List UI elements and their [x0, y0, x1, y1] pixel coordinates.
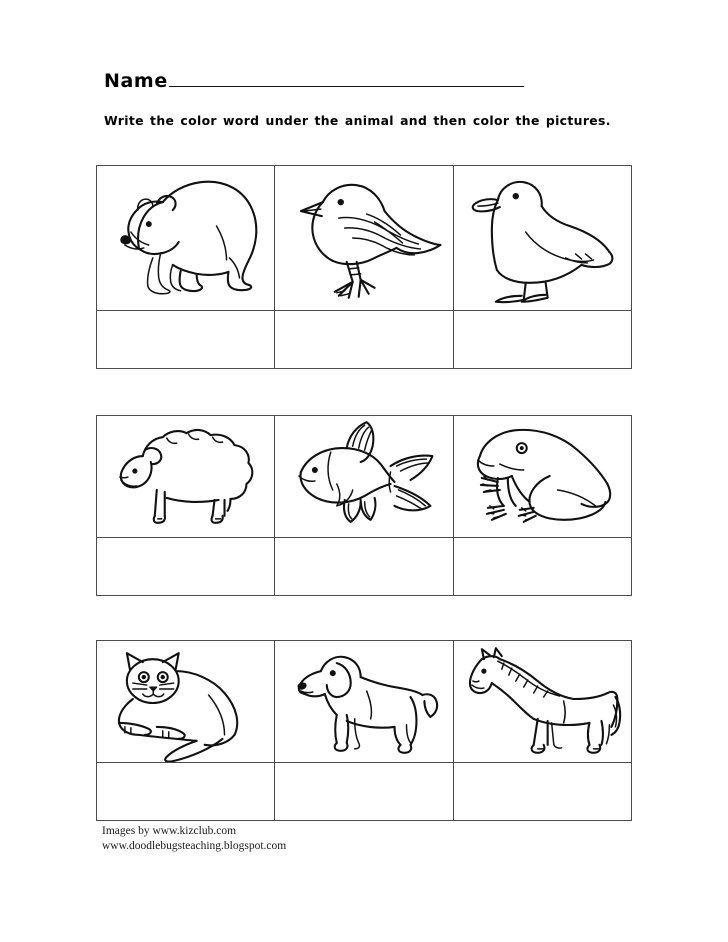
horse-icon — [454, 641, 631, 762]
answer-row — [97, 762, 631, 820]
frog-icon — [454, 416, 631, 537]
sheep-icon — [97, 416, 274, 537]
bear-icon — [97, 166, 274, 310]
picture-row — [97, 416, 631, 537]
credit-line-kizclub: Images by www.kizclub.com — [102, 825, 237, 837]
answer-cell-horse[interactable] — [453, 763, 631, 820]
name-input-blank[interactable] — [169, 72, 524, 87]
picture-cell-cat — [97, 641, 274, 762]
dog-icon — [275, 641, 452, 762]
name-field-row — [104, 70, 524, 98]
answer-cell-frog[interactable] — [453, 538, 631, 595]
picture-cell-fish — [274, 416, 452, 537]
answer-row — [97, 537, 631, 595]
answer-cell-bear[interactable] — [97, 311, 274, 368]
bird-icon — [275, 166, 452, 310]
picture-cell-frog — [453, 416, 631, 537]
answer-cell-dog[interactable] — [274, 763, 452, 820]
duck-icon — [454, 166, 631, 310]
answer-row — [97, 310, 631, 368]
answer-cell-duck[interactable] — [453, 311, 631, 368]
answer-cell-cat[interactable] — [97, 763, 274, 820]
answer-cell-bird[interactable] — [274, 311, 452, 368]
animal-grid-row-3 — [96, 640, 632, 821]
cat-icon — [97, 641, 274, 762]
instruction-text: Write the color word under the animal and then color the pictures. — [104, 113, 611, 128]
name-label: Name — [104, 70, 168, 92]
picture-cell-duck — [453, 166, 631, 310]
credit-line-doodlebugs: www.doodlebugsteaching.blogspot.com — [102, 840, 287, 852]
picture-row — [97, 166, 631, 310]
picture-cell-bear — [97, 166, 274, 310]
credits — [102, 824, 286, 854]
answer-cell-sheep[interactable] — [97, 538, 274, 595]
answer-cell-fish[interactable] — [274, 538, 452, 595]
picture-cell-dog — [274, 641, 452, 762]
picture-cell-bird — [274, 166, 452, 310]
fish-icon — [275, 416, 452, 537]
picture-row — [97, 641, 631, 762]
picture-cell-horse — [453, 641, 631, 762]
picture-cell-sheep — [97, 416, 274, 537]
animal-grid-row-2 — [96, 415, 632, 596]
animal-grid-row-1 — [96, 165, 632, 369]
